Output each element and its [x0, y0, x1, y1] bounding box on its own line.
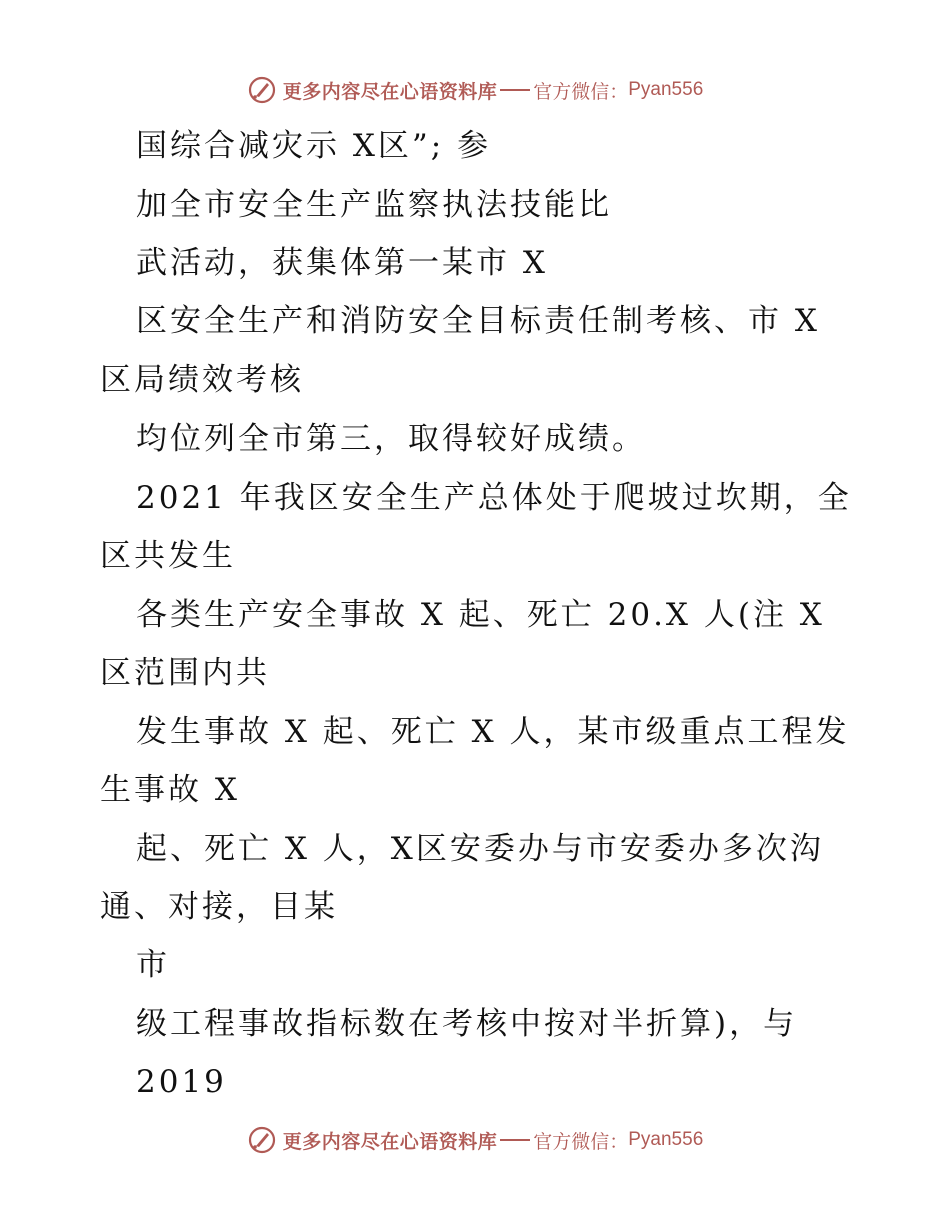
text-line: 各类生产安全事故 X 起、死亡 20.X 人(注 X [136, 597, 825, 633]
text-line: 级工程事故指标数在考核中按对半折算)，与 [136, 1006, 798, 1042]
text-line: 生事故 X [100, 772, 240, 808]
watermark-wechat-label: 官方微信： [533, 80, 629, 103]
watermark-main-text: 更多内容尽在心语资料库 [282, 80, 498, 103]
text-line: 区共发生 [100, 538, 236, 574]
quill-logo-icon [247, 75, 277, 105]
text-line: 武活动，获集体第一某市 X [136, 245, 548, 281]
text-line: 起、死亡 X 人，X区安委办与市安委办多次沟 [136, 831, 824, 867]
text-line: 2019 [136, 1064, 227, 1100]
header-watermark [0, 70, 950, 110]
text-line: 国综合减灾示 X区”; 参 [136, 128, 492, 164]
footer-watermark [0, 1120, 950, 1160]
text-line: 加全市安全生产监察执法技能比 [136, 187, 612, 223]
text-line: 均位列全市第三，取得较好成绩。 [136, 421, 646, 457]
text-line: 2021 年我区安全生产总体处于爬坡过坎期，全 [136, 480, 852, 516]
text-line: 市 [136, 947, 170, 983]
watermark-separator [500, 89, 530, 91]
text-line: 区安全生产和消防安全目标责任制考核、市 X [136, 303, 820, 339]
watermark-wechat-label: 官方微信： [533, 1130, 629, 1153]
text-line: 区局绩效考核 [100, 362, 304, 398]
watermark-wechat-id: Pyan556 [628, 79, 704, 100]
quill-logo-icon [247, 1125, 277, 1155]
watermark-wechat-id: Pyan556 [628, 1129, 704, 1150]
text-line: 通、对接，目某 [100, 889, 338, 925]
text-line: 区范围内共 [100, 655, 270, 691]
text-line: 发生事故 X 起、死亡 X 人，某市级重点工程发 [136, 714, 850, 750]
watermark-separator [500, 1139, 530, 1141]
watermark-main-text: 更多内容尽在心语资料库 [282, 1130, 498, 1153]
